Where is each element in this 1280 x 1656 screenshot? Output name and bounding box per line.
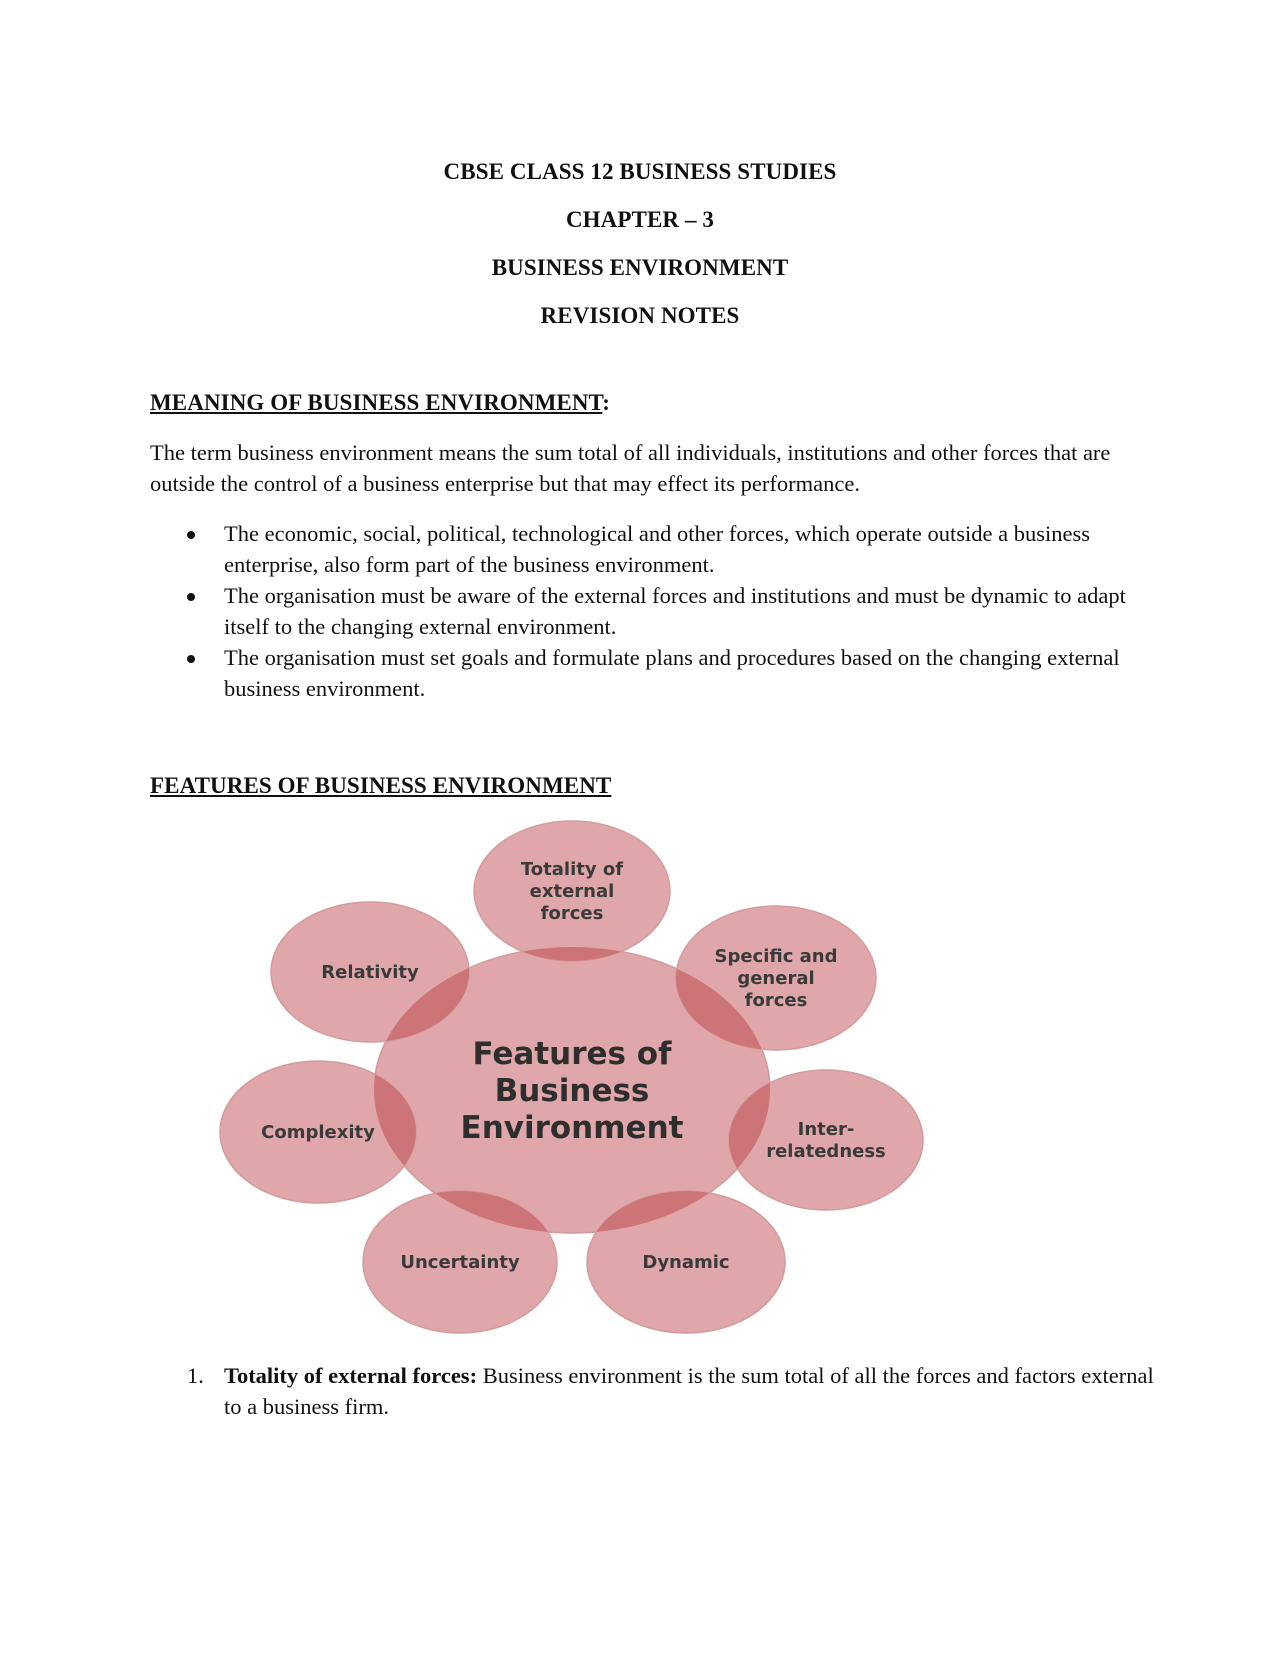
features-numbered-list [150, 1360, 1160, 1422]
diagram-node-label: forces [744, 990, 808, 1011]
title-line-1: CBSE CLASS 12 BUSINESS STUDIES [443, 159, 837, 184]
diagram-node-label: Dynamic [642, 1252, 730, 1273]
diagram-node-label: Uncertainty [400, 1252, 520, 1273]
diagram-node-label: forces [540, 903, 604, 924]
diagram-node-label: Totality of [520, 859, 624, 880]
numbered-item [150, 1360, 1160, 1422]
diagram-node-label: Specific and [714, 946, 838, 967]
item-text: Business environment is the sum total of all the forces and factors external to a business firm. [224, 1363, 1154, 1419]
item-title: Totality of external forces: [224, 1363, 478, 1388]
diagram-node-label: Inter- [797, 1119, 855, 1140]
diagram-node-label: relatedness [766, 1141, 886, 1162]
bullet-text: The economic, social, political, technological and other forces, which operate outside a business enterprise, also form part of the business environment. [224, 521, 1090, 577]
title-line-4: REVISION NOTES [540, 303, 740, 328]
diagram-center-label: Features of [472, 1036, 672, 1072]
diagram-node-label: Relativity [321, 962, 419, 983]
diagram-node-label: general [737, 968, 815, 989]
features-heading-text: FEATURES OF BUSINESS ENVIRONMENT [150, 773, 612, 798]
item-number: 1. [187, 1363, 204, 1388]
title-line-2: CHAPTER – 3 [565, 207, 715, 232]
diagram-center-label: Business [494, 1073, 650, 1109]
title-line-3: BUSINESS ENVIRONMENT [491, 255, 789, 280]
diagram-center-label: Environment [460, 1110, 684, 1146]
diagram-node-label: external [529, 881, 615, 902]
meaning-paragraph: The term business environment means the sum total of all individuals, institutions and other forces that are outside the control of a business enterprise but that may effect its performance. [150, 440, 1111, 496]
meaning-heading-colon: : [602, 390, 611, 415]
diagram-node-label: Complexity [261, 1122, 375, 1143]
bullet-text: The organisation must set goals and formulate plans and procedures based on the changing external business environment. [224, 645, 1120, 701]
bullet-text: The organisation must be aware of the external forces and institutions and must be dynamic to adapt itself to the changing external environment. [224, 583, 1126, 639]
meaning-heading-text: MEANING OF BUSINESS ENVIRONMENT [150, 390, 603, 415]
